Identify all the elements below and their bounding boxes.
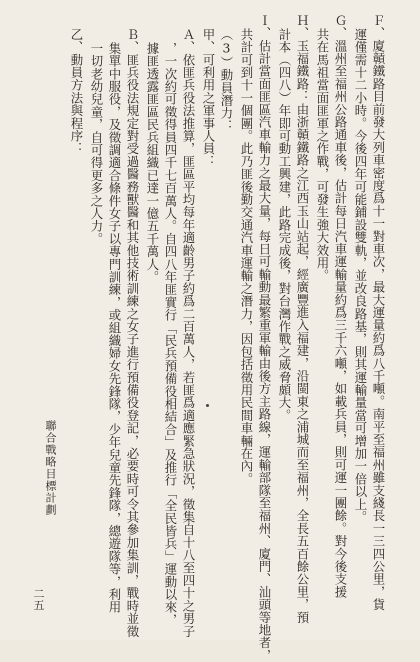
paragraph-b-line-3: 一切老幼兒童，自可得更多之人力。 [89,42,104,246]
paragraph-b-line-1: Ｂ、匪兵役法規定對受過醫務獸醫和其他技術訓練之女子進行預備役登記，必要時可令其參加集訓，戰時並徵 [125,28,140,638]
paragraph-b-line-2: 集單中服役，及徵調適合條件女子以專門訓練，或組織婦女先鋒隊，少年兒童先鋒隊，總遊隊等，利用 [107,42,122,614]
paragraph-g-line-2: 共在馬祖當面匪軍之作戰，可發生強大效用。 [315,28,330,282]
subheading-military-personnel: 甲、可利用之軍事人員： [201,28,216,168]
paragraph-h-line-1: Ｈ、玉福鐵路：由浙贑鐵路之江西玉山站起，經廣豐進入福建，沿閩東之浦城而至福州，全長五百餘公里，預 [295,14,310,624]
paragraph-f-line-1: Ｆ、廈贑鐵路目前發大列車密度爲十一對車次，最大運量約爲八千噸。南平至福州雖支綫長一三四公里，貨 [371,14,386,611]
subheading-mobilization-method: 乙、動員方法與程序： [69,28,84,155]
paragraph-h-line-2: 計本（四八）年即可動工興建，此路完成後，對台灣作戰之威脅頗大。 [277,28,292,422]
paragraph-a-line-3: 據匪透露匪區民兵組織已達一億五千萬人。 [145,42,160,284]
section-heading-mobilization: （3）動員潛力： [219,28,234,133]
ink-dot [206,404,209,407]
paragraph-f-line-2: 運僅需十二小時。今後四年可能鋪設雙軌，並改良路基，則其運輸量當可增加一倍以上。 [353,28,368,524]
page-number: 二五 [32,588,45,611]
paragraph-i-line-1: Ｉ、估計當面匪區汽車輸力之最大量，每日可輸動最繁重軍輸由後方主路線，運輸部隊至福州、廈門、汕頭等地者， [257,14,272,662]
paragraph-a-line-2: ，一次約可徵得員四千七百萬人。自四八年匪實行「民兵預備役相結合」及推行「全民皆兵」運動以來， [163,42,178,627]
paragraph-a-line-1: Ａ、依匪兵役法推算，匪區平均每年適齡男子約爲二百萬人，若匪爲適應緊急狀況，徵集自十八至四十之男子 [181,28,196,638]
footer-title: 聯合戰略目標計劃 [44,420,57,516]
paragraph-i-line-2: 共計可到十一個團。此乃匪後勤交通汽車運輸之潛力，因包括徵用民間車輛在內。 [239,28,254,486]
paragraph-g-line-1: Ｇ、溫州至福州公路通車後，估計每日汽車運輸量約爲三千六噸，如載兵員，則可運一團餘。對今後支援 [333,14,348,599]
